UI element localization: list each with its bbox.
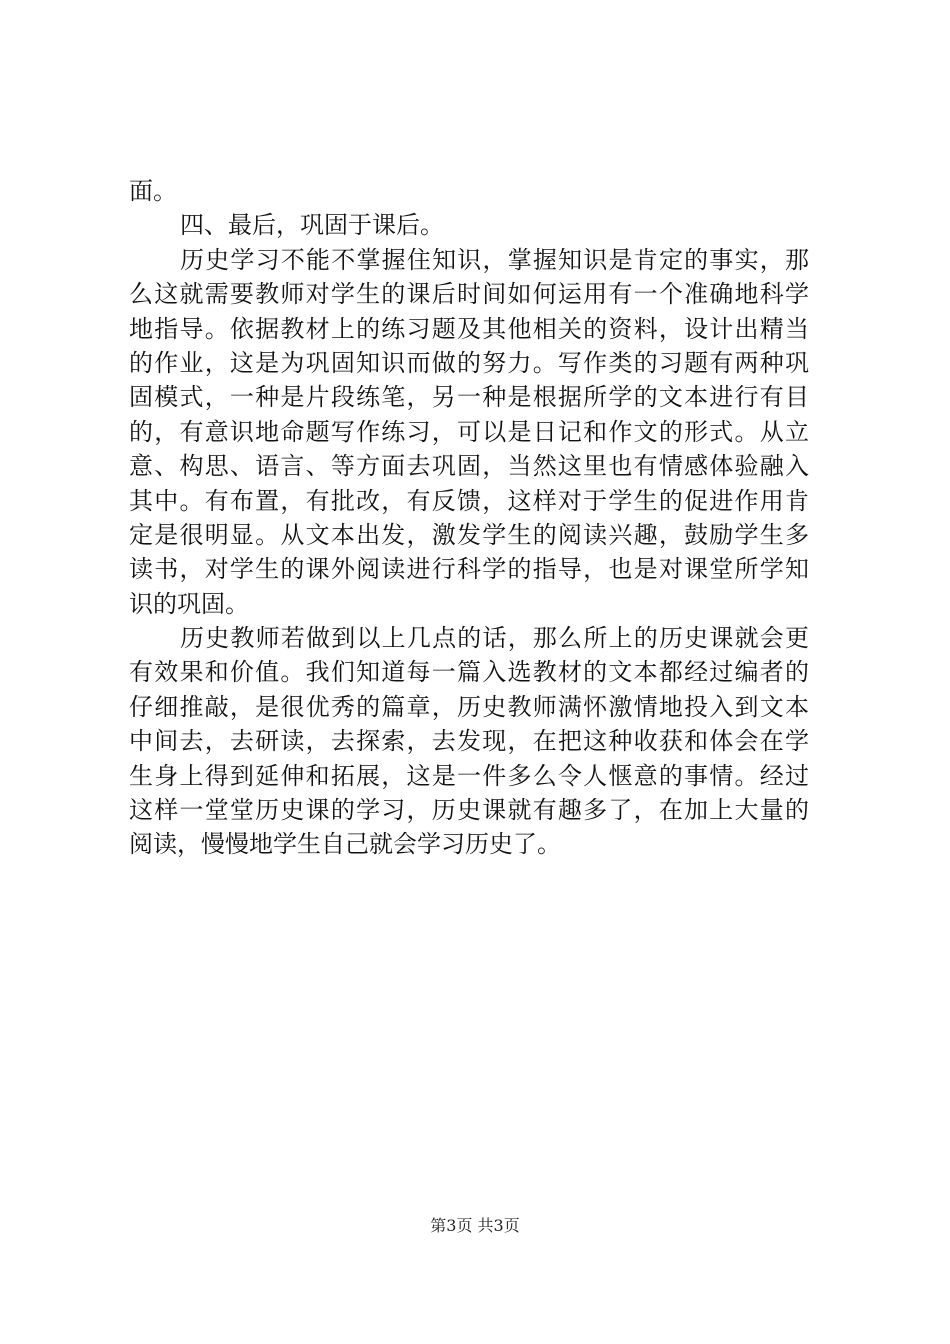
paragraph-line: 的，有意识地命题写作练习，可以是日记和作文的形式。从立 (129, 417, 809, 446)
paragraph-line: 有效果和价值。我们知道每一篇入选教材的文本都经过编者的 (129, 658, 809, 687)
paragraph-line: 定是很明显。从文本出发，激发学生的阅读兴趣，鼓励学生多 (129, 520, 809, 549)
paragraph-line: 这样一堂堂历史课的学习，历史课就有趣多了，在加上大量的 (129, 796, 809, 825)
paragraph-line: 识的巩固。 (129, 589, 249, 618)
paragraph-line: 其中。有布置，有批改，有反馈，这样对于学生的促进作用肯 (129, 486, 809, 515)
paragraph-line: 地指导。依据教材上的练习题及其他相关的资料，设计出精当 (129, 314, 809, 343)
paragraph-line: 仔细推敲，是很优秀的篇章，历史教师满怀激情地投入到文本 (129, 692, 809, 721)
paragraph-line: 意、构思、语言、等方面去巩固，当然这里也有情感体验融入 (129, 452, 809, 481)
paragraph-line: 历史学习不能不掌握住知识，掌握知识是肯定的事实，那 (180, 245, 809, 274)
paragraph-line: 阅读，慢慢地学生自己就会学习历史了。 (129, 830, 561, 859)
document-body (129, 174, 809, 862)
paragraph-line: 读书，对学生的课外阅读进行科学的指导，也是对课堂所学知 (129, 555, 809, 584)
paragraph-line: 历史教师若做到以上几点的话，那么所上的历史课就会更 (180, 624, 809, 653)
paragraph-line: 的作业，这是为巩固知识而做的努力。写作类的习题有两种巩 (129, 348, 809, 377)
paragraph-line: 固模式，一种是片段练笔，另一种是根据所学的文本进行有目 (129, 383, 809, 412)
paragraph-line: 么这就需要教师对学生的课后时间如何运用有一个准确地科学 (129, 280, 809, 309)
section-heading: 四、最后，巩固于课后。 (180, 211, 444, 240)
paragraph-line: 中间去，去研读，去探索，去发现，在把这种收获和体会在学 (129, 727, 809, 756)
page-footer: 第3页 共3页 (430, 1216, 520, 1235)
paragraph-line: 面。 (129, 177, 177, 205)
paragraph-line: 生身上得到延伸和拓展，这是一件多么令人惬意的事情。经过 (129, 761, 809, 790)
